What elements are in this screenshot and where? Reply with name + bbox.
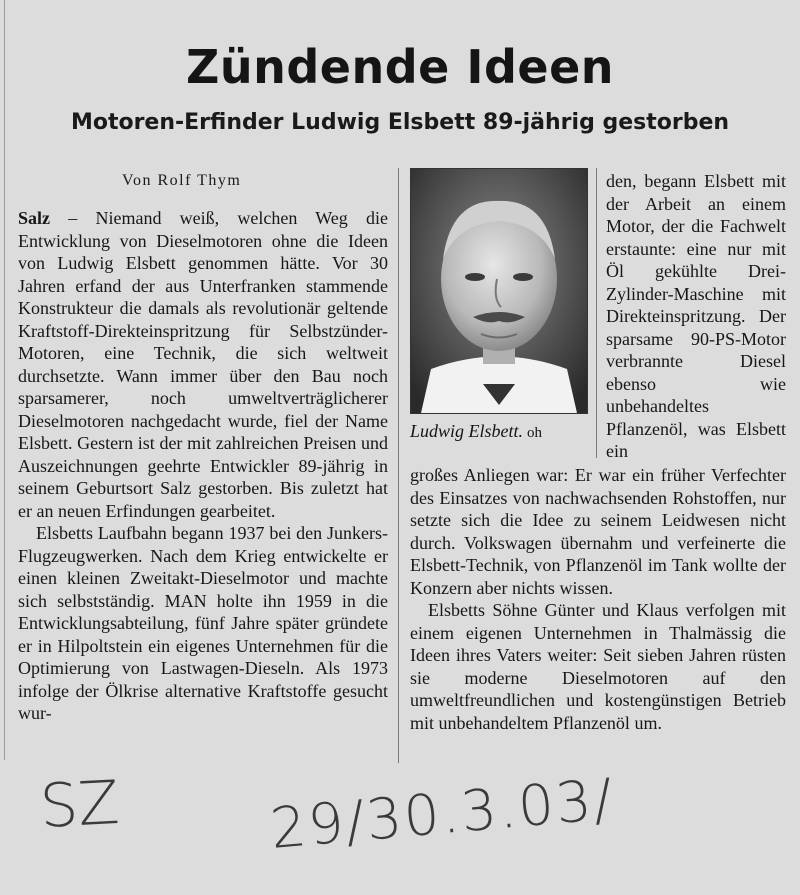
- caption-text: Ludwig Elsbett.: [410, 421, 524, 441]
- portrait-photo: [410, 168, 588, 414]
- column-divider-right: [596, 168, 597, 458]
- byline: Von Rolf Thym: [122, 172, 242, 189]
- paragraph-2: Elsbetts Laufbahn begann 1937 bei den Junkers-Flugzeugwerken. Nach dem Krieg entwickelte er einen kleinen Zweitakt-Dieselmotor und machte sich selbstständig. MAN holte ihn 1959 in die Entwicklungsabteilung, fünf Jahre später gründete er in Hilpoltstein ein eigenes Unternehmen für die Optimierung von Lastwagen-Dieseln. Als 1973 infolge der Ölkrise alternative Kraftstoffe gesucht wur-: [18, 523, 388, 723]
- photo-caption: [410, 421, 542, 442]
- dateline: Salz: [18, 208, 51, 228]
- article-column-right-bottom: [410, 464, 786, 734]
- paragraph-1: [18, 207, 388, 522]
- photo-credit: oh: [527, 425, 543, 441]
- paragraph-1-text: – Niemand weiß, welchen Weg die Entwicklung von Dieselmotoren ohne die Ideen von Ludwig Elsbett genommen hätte. Vor 30 Jahren erfand der aus Unterfranken stammende Konstrukteur die damals als revolutionär geltende Kraftstoff-Direkteinspritzung für Selbstzünder-Motoren, eine Technik, die sich weltweit durchsetzte. Wann immer über den Bau noch sparsamerer, noch umweltverträglicherer Dieselmotoren nachgedacht wurde, fiel der Name Elsbett. Gestern ist der mit zahlreichen Preisen und Auszeichnungen geehrte Entwickler 89-jährig in seinem Geburtsort Salz gestorben. Bis zuletzt hat er an neuen Erfindungen gearbeitet.: [18, 208, 388, 521]
- handwritten-source: SZ: [38, 767, 121, 843]
- article-column-left: [18, 207, 388, 725]
- column-divider: [398, 168, 399, 763]
- paragraph-3: den, begann Elsbett mit der Arbeit an einem Motor, der die Fachwelt erstaunte: eine nur mit Öl gekühlte Drei-Zylinder-Maschine mit Direkteinspritzung. Der sparsame 90-PS-Motor verbrannte Diesel ebenso wie unbehandeltes Pflanzenöl, was Elsbett ein: [606, 171, 786, 461]
- handwritten-date: 29/30.3.03/: [267, 767, 617, 862]
- portrait-image: [411, 169, 587, 413]
- article-column-right-top: [606, 170, 786, 463]
- subheadline: Motoren-Erfinder Ludwig Elsbett 89-jährig gestorben: [70, 110, 730, 135]
- headline: Zündende Ideen: [185, 40, 615, 94]
- paragraph-4: großes Anliegen war: Er war ein früher Verfechter des Einsatzes von nachwachsenden Rohstoffen, nur setzte sich die Idee zu seinem Leidwesen nicht durch. Volkswagen übernahm und verfeinerte die Elsbett-Technik, von Pflanzenöl im Tank wollte der Konzern aber nichts wissen.: [410, 465, 786, 598]
- paragraph-5: Elsbetts Söhne Günter und Klaus verfolgen mit einem eigenen Unternehmen in Thalmässig die Ideen ihres Vaters weiter: Seit sieben Jahren rüsten sie moderne Dieselmotoren auf den umweltfreundlichen und kostengünstigen Betrieb mit unbehandeltem Pflanzenöl um.: [410, 600, 786, 733]
